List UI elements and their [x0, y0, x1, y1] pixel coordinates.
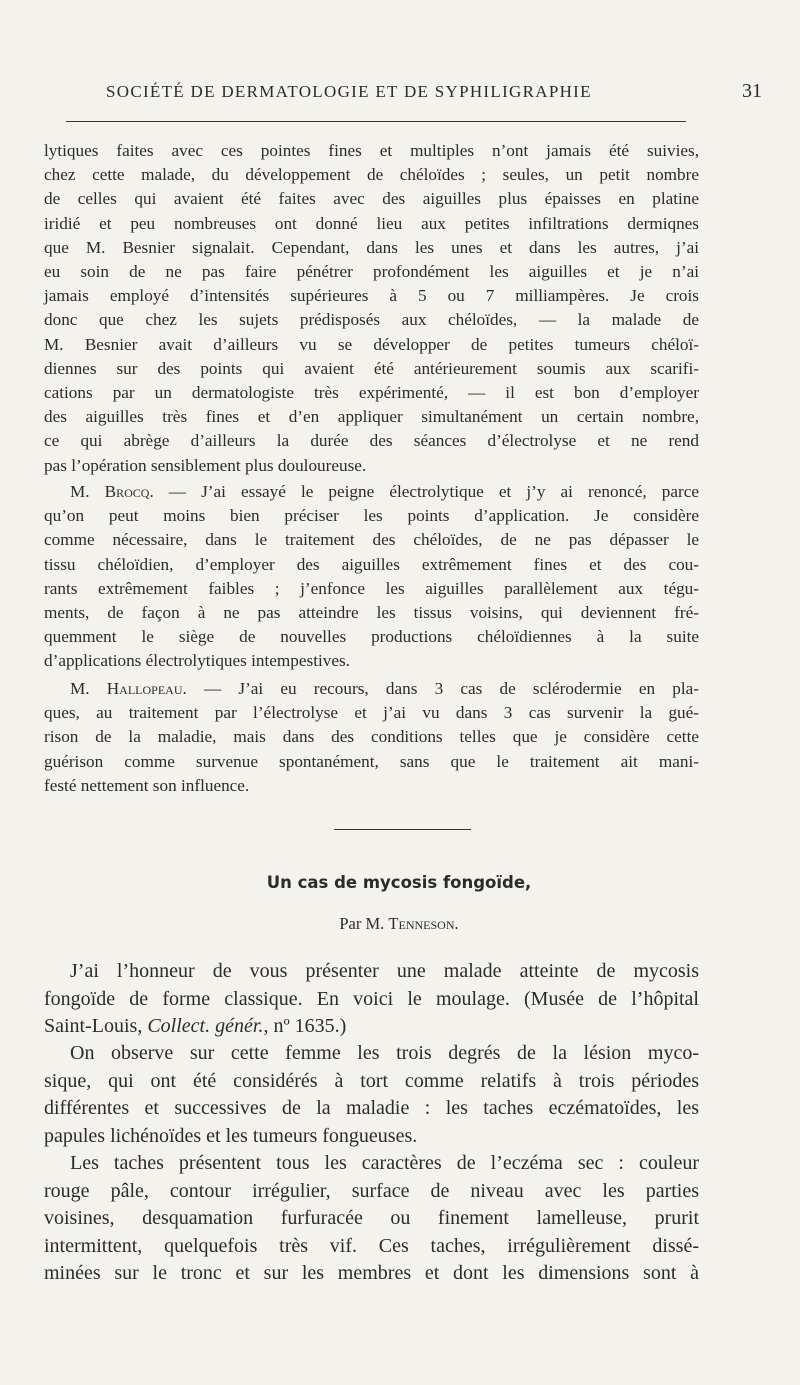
text-line: de celles qui avaient été faites avec des aiguilles plus épaisses en platine — [44, 189, 699, 209]
text-line: M. Besnier avait d’ailleurs vu se développer de petites tumeurs chéloï- — [44, 334, 699, 354]
text-line: fongoïde de forme classique. En voici le moulage. (Musée de l’hôpital — [44, 987, 699, 1010]
text-span: Saint-Louis, — [44, 1015, 148, 1037]
text-line: qu’on peut moins bien préciser les points d’application. Je considère — [44, 506, 699, 526]
text-line: chez cette malade, du développement de chéloïdes ; seules, un petit nombre — [44, 165, 699, 185]
article-title: Un cas de mycosis fongoïde, — [266, 873, 532, 892]
text-line: ce qui abrège d’ailleurs la durée des séances d’électrolyse et ne rend — [44, 431, 699, 451]
paragraph-text — [44, 480, 699, 674]
text-line: que M. Besnier signalait. Cependant, dans les unes et dans les autres, j’ai — [44, 237, 699, 257]
article-paragraph-3 — [44, 1150, 699, 1288]
page-number: 31 — [742, 80, 762, 102]
paragraph-hallopeau — [44, 677, 699, 798]
text-line: sique, qui ont été considérés à tort comme relatifs à trois périodes — [44, 1069, 699, 1092]
paragraph-brocq — [44, 480, 699, 674]
text-span: , nº 1635.) — [263, 1015, 347, 1037]
text-line: Les taches présentent tous les caractères de l’eczéma sec : couleur — [70, 1152, 699, 1174]
text-line: tissu chéloïdien, d’employer des aiguilles extrêmement fines et des cou- — [44, 554, 699, 574]
paragraph-text — [44, 958, 699, 1041]
text-line: J’ai l’honneur de vous présenter une malade atteinte de mycosis — [70, 960, 699, 982]
article-paragraph-2 — [44, 1040, 699, 1150]
text-line: voisines, desquamation furfuracée ou finement lamelleuse, prurit — [44, 1207, 699, 1229]
paragraph-text — [44, 677, 699, 798]
text-line: papules lichénoïdes et les tumeurs fongueuses. — [44, 1124, 418, 1147]
text-line: rants extrêmement faibles ; j’enfonce les aiguilles parallèlement aux tégu- — [44, 578, 699, 598]
text-line: guérison comme survenue spontanément, sans que le traitement ait mani- — [44, 751, 699, 771]
paragraph-text — [44, 139, 699, 478]
text-line: rison de la maladie, mais dans des conditions telles que je considère cette — [44, 727, 699, 747]
article-paragraph-1 — [44, 958, 699, 1041]
text-line: différentes et successives de la maladie : les taches eczématoïdes, les — [44, 1097, 699, 1119]
text-line — [44, 1013, 699, 1041]
author-name: Tenneson. — [388, 914, 459, 933]
speaker-name: M. Hallopeau. — [70, 679, 187, 698]
text-line: cations par un dermatologiste très expérimenté, — il est bon d’employer — [44, 383, 699, 403]
paragraph-text — [44, 1040, 699, 1150]
text-line: lytiques faites avec ces pointes fines et multiples n’ont jamais été suivies, — [44, 141, 699, 160]
text-line: rouge pâle, contour irrégulier, surface de niveau avec les parties — [44, 1179, 699, 1202]
text-line: d’applications électrolytiques intempestives. — [44, 651, 350, 671]
text-line: quemment le siège de nouvelles productions chéloïdiennes à la suite — [44, 627, 699, 647]
running-title: SOCIÉTÉ DE DERMATOLOGIE ET DE SYPHILIGRAPHIE — [106, 82, 592, 101]
text-line: ments, de façon à ne pas atteindre les tissus voisins, qui deviennent fré- — [44, 603, 699, 623]
text-line: On observe sur cette femme les trois degrés de la lésion myco- — [70, 1042, 699, 1064]
text-line: festé nettement son influence. — [44, 775, 250, 795]
byline-prefix: Par M. — [339, 914, 389, 933]
text-span: — J’ai essayé le peigne électrolytique et j’y ai renoncé, parce — [153, 482, 699, 501]
book-page — [36, 0, 762, 1385]
text-line: pas l’opération sensiblement plus douloureuse. — [44, 455, 367, 475]
text-line: intermittent, quelquefois très vif. Ces taches, irrégulièrement dissé- — [44, 1234, 699, 1257]
text-line: diennes sur des points qui avaient été antérieurement soumis aux scarifi- — [44, 358, 699, 378]
italic-reference: Collect. génér. — [147, 1015, 264, 1037]
text-line: des aiguilles très fines et d’en appliquer simultanément un certain nombre, — [44, 407, 699, 427]
running-head — [36, 80, 762, 110]
header-rule — [66, 121, 686, 122]
speaker-name: M. Brocq. — [70, 482, 154, 501]
text-line — [44, 677, 699, 701]
paragraph-continuation — [44, 139, 699, 478]
text-span: — J’ai eu recours, dans 3 cas de sclérodermie en pla- — [186, 679, 699, 698]
text-line: donc que chez les sujets prédisposés aux chéloïdes, — la malade de — [44, 310, 699, 330]
paragraph-text — [44, 1150, 699, 1288]
text-line: iridié et peu nombreuses ont donné lieu aux petites infiltrations dermiqnes — [44, 213, 699, 233]
text-line — [44, 480, 699, 504]
section-separator — [334, 829, 471, 830]
byline — [36, 914, 762, 934]
text-line: eu soin de ne pas faire pénétrer profondément les aiguilles et je n’ai — [44, 262, 699, 282]
text-line: ques, au traitement par l’électrolyse et j’ai vu dans 3 cas survenir la gué- — [44, 703, 699, 723]
text-line: jamais employé d’intensités supérieures à 5 ou 7 milliampères. Je crois — [44, 286, 699, 306]
text-line: comme nécessaire, dans le traitement des chéloïdes, de ne pas dépasser le — [44, 530, 699, 550]
text-line: minées sur le tronc et sur les membres et dont les dimensions sont à — [44, 1262, 699, 1284]
